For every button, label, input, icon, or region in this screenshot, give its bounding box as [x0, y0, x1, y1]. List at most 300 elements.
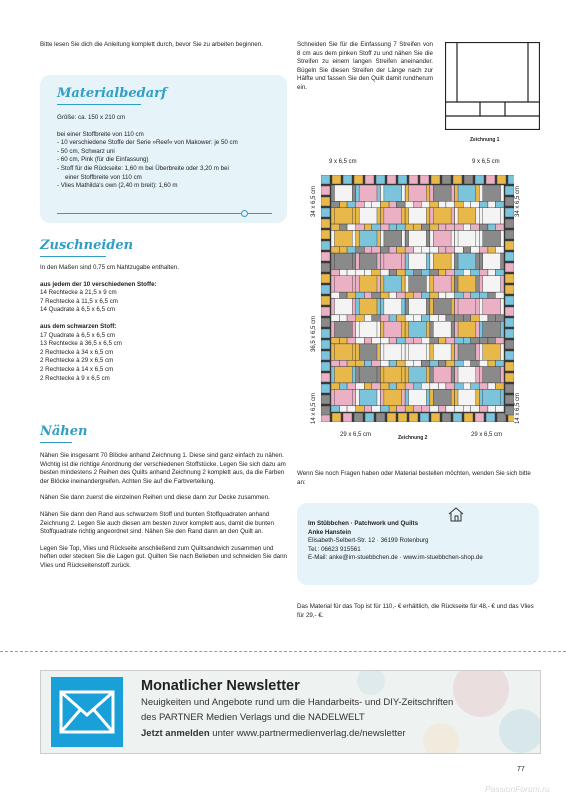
quilt-block: [430, 276, 455, 292]
quilt-block-strip: [380, 253, 383, 269]
quilt-block: [479, 208, 504, 224]
quilt-block-square: [347, 269, 356, 275]
quilt-block-strip: [455, 253, 458, 269]
quilt-block-square: [439, 269, 446, 275]
quilt-block-square: [439, 383, 446, 389]
quilt-block-strip: [430, 208, 433, 224]
quilt-block: [479, 230, 504, 246]
quilt-block-square: [331, 269, 340, 275]
border-square: [505, 285, 514, 294]
quilt-block-square: [364, 315, 371, 321]
border-square: [365, 175, 374, 184]
border-square: [453, 175, 462, 184]
quilt-block-square: [356, 201, 365, 207]
quilt-block-strip: [455, 367, 458, 383]
quilt-block-square: [463, 383, 470, 389]
border-square: [321, 285, 330, 294]
quilt-block: [430, 185, 455, 201]
quilt-block-square: [356, 292, 365, 298]
quilt-block-strip: [430, 299, 433, 315]
border-square: [505, 307, 514, 316]
quilt-block: [405, 389, 430, 405]
contact-shop: Im Stübbchen · Patchwork und Quilts: [308, 520, 419, 527]
binding-text: Schneiden Sie für die Einfassung 7 Streifen von 8 cm aus dem pinken Stoff zu und nähen Sie die Streifen zu einem langen Streifen aneinander. Bügeln Sie diesen Streifen der Länge nach zur Hälfte und fassen Sie den Quilt damit rundherum ein.: [297, 41, 433, 91]
quilt-block-square: [421, 269, 430, 275]
quilt-block-square: [340, 292, 347, 298]
quilt-block-strip: [479, 185, 482, 201]
contact-email-web[interactable]: E-Mail: anke@im-stuebbchen.de · www.im-stuebbchen-shop.de: [308, 554, 483, 562]
quilt-block-square: [495, 292, 504, 298]
materials-item: - 10 verschiedene Stoffe der Serie »Reef« von Makower: je 50 cm: [57, 139, 238, 147]
border-square: [431, 413, 440, 422]
quilt-block-square: [463, 201, 470, 207]
quilt-block: [380, 253, 405, 269]
quilt-block-strip: [430, 276, 433, 292]
quilt-block-strip: [501, 208, 504, 224]
quilt-block: [479, 276, 504, 292]
border-square: [365, 413, 374, 422]
quilt-block: [405, 321, 430, 337]
quilt-block-strip: [352, 321, 355, 337]
quilt-block: [356, 230, 381, 246]
border-square: [486, 175, 495, 184]
quilt-block-square: [414, 406, 421, 412]
quilt-block: [356, 344, 381, 360]
quilt-block: [430, 230, 455, 246]
quilt-block-square: [446, 292, 455, 298]
quilt-block-square: [463, 269, 470, 275]
quilt-block-strip: [451, 299, 454, 315]
quilt-block: [455, 276, 480, 292]
cutting-item: 7 Rechtecke à 11,5 x 6,5 cm: [40, 297, 118, 305]
quilt-block-strip: [331, 208, 334, 224]
quilt-block-square: [331, 360, 340, 366]
quilt-block-square: [430, 383, 439, 389]
quilt-block-strip: [426, 253, 429, 269]
quilt-block-square: [495, 224, 504, 230]
quilt-block-square: [439, 406, 446, 412]
contact-info: [308, 520, 533, 563]
quilt-block-square: [446, 315, 455, 321]
border-square: [431, 175, 440, 184]
quilt-block-strip: [377, 367, 380, 383]
quilt-block-square: [340, 338, 347, 344]
quilt-block-strip: [455, 321, 458, 337]
quilt-block-square: [396, 360, 405, 366]
intro-text: Bitte lesen Sie dich die Anleitung komplett durch, bevor Sie zu arbeiten beginnen.: [40, 41, 263, 48]
dim-bottom-left: 29 x 6,5 cm: [340, 432, 372, 438]
border-square: [321, 219, 330, 228]
quilt-block: [455, 230, 480, 246]
quilt-block: [331, 185, 356, 201]
newsletter-cta[interactable]: [141, 728, 406, 739]
quilt-block-strip: [430, 230, 433, 246]
contact-phone: Tel.: 06623 915561: [308, 545, 361, 553]
quilt-block-square: [414, 201, 421, 207]
quilt-block-strip: [356, 367, 359, 383]
quilt-block-strip: [405, 253, 408, 269]
quilt-block-strip: [405, 321, 408, 337]
quilt-block-square: [380, 315, 389, 321]
quilt-block-square: [421, 315, 430, 321]
quilt-block-square: [495, 338, 504, 344]
border-square: [505, 296, 514, 305]
materials-size: Größe: ca. 150 x 210 cm: [57, 114, 126, 121]
sewing-heading: Nähen: [40, 424, 88, 439]
border-square: [420, 413, 429, 422]
quilt-block: [356, 208, 381, 224]
border-square: [321, 406, 330, 415]
quilt-block-square: [495, 315, 504, 321]
cutting-text: [40, 264, 285, 383]
quilt-block-strip: [352, 367, 355, 383]
quilt-block-square: [488, 406, 495, 412]
materials-underline: [57, 104, 141, 105]
quilt-block-square: [380, 224, 389, 230]
quilt-block-square: [347, 247, 356, 253]
quilt-block-square: [340, 383, 347, 389]
border-square: [354, 175, 363, 184]
quilt-block-square: [471, 406, 480, 412]
quilt-block-square: [340, 406, 347, 412]
border-square: [505, 230, 514, 239]
dim-right-bottom: 14 x 6,5 cm: [515, 392, 521, 424]
quilt-block-strip: [352, 299, 355, 315]
quilt-block-strip: [377, 276, 380, 292]
quilt-block-strip: [426, 276, 429, 292]
quilt-block-square: [331, 247, 340, 253]
quilt-block-square: [356, 406, 365, 412]
quilt-block-square: [430, 406, 439, 412]
quilt-block-square: [455, 383, 464, 389]
quilt-block: [331, 321, 356, 337]
border-square: [321, 263, 330, 272]
quilt-block-strip: [426, 185, 429, 201]
quilt-block-square: [396, 224, 405, 230]
quilt-block: [380, 208, 405, 224]
materials-heading: Materialbedarf: [57, 86, 167, 101]
border-square: [505, 362, 514, 371]
quilt-block-square: [405, 315, 414, 321]
quilt-block: [356, 299, 381, 315]
quilt-block-square: [446, 360, 455, 366]
quilt-block-square: [372, 360, 381, 366]
quilt-block-square: [488, 315, 495, 321]
quilt-block: [479, 367, 504, 383]
quilt-block-strip: [501, 276, 504, 292]
quilt-block-strip: [356, 253, 359, 269]
quilt-block-square: [446, 224, 455, 230]
sewing-paragraph: Nähen Sie dann zuerst die einzelnen Reihen und diese dann zur Decke zusammen.: [40, 494, 270, 502]
quilt-block-square: [340, 269, 347, 275]
quilt-block-square: [421, 360, 430, 366]
quilt-block-square: [455, 406, 464, 412]
border-square: [409, 175, 418, 184]
quilt-block-strip: [476, 230, 479, 246]
border-square: [486, 413, 495, 422]
border-square: [475, 413, 484, 422]
quilt-block-square: [446, 269, 455, 275]
quilt-block-square: [430, 247, 439, 253]
quilt-block: [331, 208, 356, 224]
quilt-block-square: [331, 338, 340, 344]
border-square: [505, 318, 514, 327]
border-square: [505, 351, 514, 360]
newsletter-title: Monatlicher Newsletter: [141, 678, 300, 694]
quilt-block-strip: [455, 389, 458, 405]
quilt-block-square: [455, 201, 464, 207]
price-text: Das Material für das Top ist für 110,- € erhältlich, die Rückseite für 48,- € und das Vlies für 29,- €.: [297, 603, 534, 619]
border-square: [321, 395, 330, 404]
quilt-block-square: [479, 201, 488, 207]
newsletter-line2: des PARTNER Medien Verlags und die NADELWELT: [141, 712, 365, 723]
border-square: [321, 274, 330, 283]
quilt-block-strip: [451, 230, 454, 246]
quilt-block-square: [421, 383, 430, 389]
quilt-block-strip: [377, 185, 380, 201]
border-square: [321, 329, 330, 338]
cutting-item: 2 Rechtecke à 9 x 6,5 cm: [40, 374, 110, 382]
quilt-block: [455, 253, 480, 269]
border-square: [442, 413, 451, 422]
quilt-block-strip: [426, 389, 429, 405]
quilt-block-square: [421, 406, 430, 412]
quilt-block-strip: [476, 185, 479, 201]
sewing-paragraph: Nähen Sie dann den Rand aus schwarzem Stoff und bunten Stoffquadraten anhand Zeichnung 2. Legen Sie auch diesen am besten zuvor komplett aus, damit die bunten Stoffquadrate richtig angeordnet sind. Nähen Sie den Rand dann an den Quilt an.: [40, 510, 274, 536]
quilt-block-square: [372, 315, 381, 321]
quilt-block-square: [405, 383, 414, 389]
quilt-block-strip: [479, 321, 482, 337]
dim-left-mid: 36,5 x 6,5 cm: [311, 315, 317, 352]
quilt-block-square: [488, 360, 495, 366]
quilt-block-square: [471, 201, 480, 207]
quilt-block-square: [430, 269, 439, 275]
newsletter-banner[interactable]: [40, 670, 541, 754]
quilt-block-square: [446, 406, 455, 412]
quilt-block-square: [356, 247, 365, 253]
quilt-block: [455, 344, 480, 360]
quilt-block-strip: [479, 208, 482, 224]
quilt-block: [405, 208, 430, 224]
quilt-block: [430, 299, 455, 315]
dim-right-top: 34 x 6,5 cm: [515, 185, 521, 217]
quilt-block-strip: [501, 367, 504, 383]
quilt-block: [479, 299, 504, 315]
quilt-block-strip: [405, 185, 408, 201]
quilt-block-strip: [476, 208, 479, 224]
quilt-block-square: [405, 269, 414, 275]
quilt-block-strip: [501, 253, 504, 269]
materials-needle-line: [57, 213, 272, 214]
quilt-block-square: [380, 406, 389, 412]
quilt-block-square: [364, 247, 371, 253]
quilt-block-strip: [479, 253, 482, 269]
quilt-block: [405, 276, 430, 292]
quilt-block-square: [396, 269, 405, 275]
needle-icon: [241, 210, 248, 217]
quilt-block-strip: [451, 321, 454, 337]
quilt-block-square: [414, 338, 421, 344]
quilt-block-square: [396, 338, 405, 344]
quilt-block-strip: [331, 276, 334, 292]
quilt-block-square: [463, 315, 470, 321]
quilt-block-strip: [479, 276, 482, 292]
quilt-block-square: [488, 292, 495, 298]
quilt-block-strip: [430, 185, 433, 201]
quilt-block: [405, 185, 430, 201]
quilt-block-strip: [426, 367, 429, 383]
border-square: [505, 395, 514, 404]
quilt-block-square: [479, 269, 488, 275]
quilt-block-square: [347, 315, 356, 321]
quilt-block-square: [479, 292, 488, 298]
newsletter-cta-url[interactable]: unter www.partnermedienverlag.de/newsletter: [209, 728, 406, 739]
quilt-block-strip: [352, 253, 355, 269]
quilt-block-strip: [426, 230, 429, 246]
quilt-block-strip: [402, 321, 405, 337]
quilt-block: [430, 389, 455, 405]
quilt-block-strip: [380, 276, 383, 292]
quilt-block-strip: [501, 344, 504, 360]
quilt-block-strip: [501, 230, 504, 246]
quilt-block-square: [340, 247, 347, 253]
quilt-block-strip: [377, 389, 380, 405]
cutting-item: 14 Rechtecke à 21,5 x 9 cm: [40, 289, 117, 297]
quilt-block-square: [396, 292, 405, 298]
quilt-block-strip: [451, 253, 454, 269]
quilt-block-square: [471, 338, 480, 344]
quilt-block-square: [455, 292, 464, 298]
materials-item: - Vlies Mathilda's own (2,40 m breit): 1,60 m: [57, 182, 178, 190]
quilt-block-strip: [455, 185, 458, 201]
quilt-block-square: [380, 201, 389, 207]
quilt-block-square: [471, 224, 480, 230]
quilt-block-square: [463, 292, 470, 298]
quilt-block-square: [463, 224, 470, 230]
cutting-group2-title: aus dem schwarzen Stoff:: [40, 322, 117, 330]
quilt-block-square: [405, 224, 414, 230]
quilt-block-square: [439, 247, 446, 253]
quilt-block: [455, 389, 480, 405]
quilt-block: [455, 321, 480, 337]
quilt-block-square: [488, 383, 495, 389]
quilt-block-square: [380, 338, 389, 344]
border-square: [332, 175, 341, 184]
quilt-block-strip: [479, 299, 482, 315]
quilt-block: [479, 253, 504, 269]
quilt-block-square: [446, 201, 455, 207]
quilt-block: [331, 299, 356, 315]
quilt-block-square: [396, 201, 405, 207]
quilt-block-square: [364, 292, 371, 298]
border-square: [464, 175, 473, 184]
quilt-block-square: [372, 383, 381, 389]
quilt-block-strip: [426, 321, 429, 337]
cutting-item: 2 Rechtecke à 14 x 6,5 cm: [40, 365, 114, 373]
drawing-1: [445, 42, 540, 130]
quilt-block-strip: [356, 344, 359, 360]
quilt-block-square: [372, 269, 381, 275]
quilt-block-square: [331, 201, 340, 207]
quilt-block-strip: [380, 185, 383, 201]
dim-left-top: 34 x 6,5 cm: [311, 185, 317, 217]
drawing-2-label: Zeichnung 2: [398, 435, 428, 441]
border-square: [505, 208, 514, 217]
questions-text: Wenn Sie noch Fragen haben oder Material bestellen möchten, wenden Sie sich bitte an:: [297, 470, 531, 486]
drawing-1-label: Zeichnung 1: [470, 137, 500, 143]
quilt-block: [479, 185, 504, 201]
quilt-block-square: [414, 224, 421, 230]
quilt-block-square: [364, 224, 371, 230]
border-square: [505, 263, 514, 272]
quilt-block-strip: [430, 344, 433, 360]
quilt-block: [331, 253, 356, 269]
quilt-block-strip: [331, 389, 334, 405]
quilt-block: [356, 276, 381, 292]
quilt-block-strip: [405, 276, 408, 292]
quilt-block-square: [389, 269, 396, 275]
quilt-block-square: [488, 247, 495, 253]
border-square: [505, 274, 514, 283]
quilt-block-square: [340, 315, 347, 321]
border-square: [321, 307, 330, 316]
quilt-block-strip: [352, 276, 355, 292]
quilt-block-square: [340, 360, 347, 366]
quilt-block: [430, 208, 455, 224]
quilt-block-strip: [352, 344, 355, 360]
quilt-block-square: [471, 247, 480, 253]
border-square: [321, 373, 330, 382]
materials-item: - Stoff für die Rückseite: 1,60 m bei Überbreite oder 3,20 m bei: [57, 164, 229, 172]
quilt-block-square: [446, 383, 455, 389]
quilt-block-square: [421, 292, 430, 298]
quilt-block: [380, 389, 405, 405]
quilt-block-square: [380, 247, 389, 253]
quilt-block-strip: [377, 230, 380, 246]
quilt-block-strip: [377, 208, 380, 224]
quilt-block-square: [495, 201, 504, 207]
quilt-block-square: [364, 406, 371, 412]
quilt-block-square: [389, 224, 396, 230]
quilt-block-square: [347, 201, 356, 207]
quilt-block-strip: [331, 185, 334, 201]
quilt-block-square: [446, 338, 455, 344]
quilt-block-square: [421, 224, 430, 230]
quilt-block-square: [439, 338, 446, 344]
quilt-block-square: [455, 360, 464, 366]
border-square: [332, 413, 341, 422]
border-square: [321, 252, 330, 261]
quilt-block-strip: [331, 253, 334, 269]
quilt-block-square: [471, 315, 480, 321]
quilt-block: [380, 276, 405, 292]
border-square: [387, 413, 396, 422]
quilt-block-square: [421, 247, 430, 253]
quilt-block: [331, 344, 356, 360]
border-square: [409, 413, 418, 422]
quilt-block-strip: [356, 389, 359, 405]
quilt-block-square: [405, 292, 414, 298]
quilt-block-strip: [356, 208, 359, 224]
quilt-block-square: [331, 224, 340, 230]
border-square: [376, 413, 385, 422]
quilt-block-square: [380, 292, 389, 298]
quilt-block-square: [340, 224, 347, 230]
cutting-item: 2 Rechtecke à 34 x 6,5 cm: [40, 348, 114, 356]
quilt-block-square: [488, 201, 495, 207]
quilt-block-square: [396, 247, 405, 253]
quilt-block-square: [495, 406, 504, 412]
